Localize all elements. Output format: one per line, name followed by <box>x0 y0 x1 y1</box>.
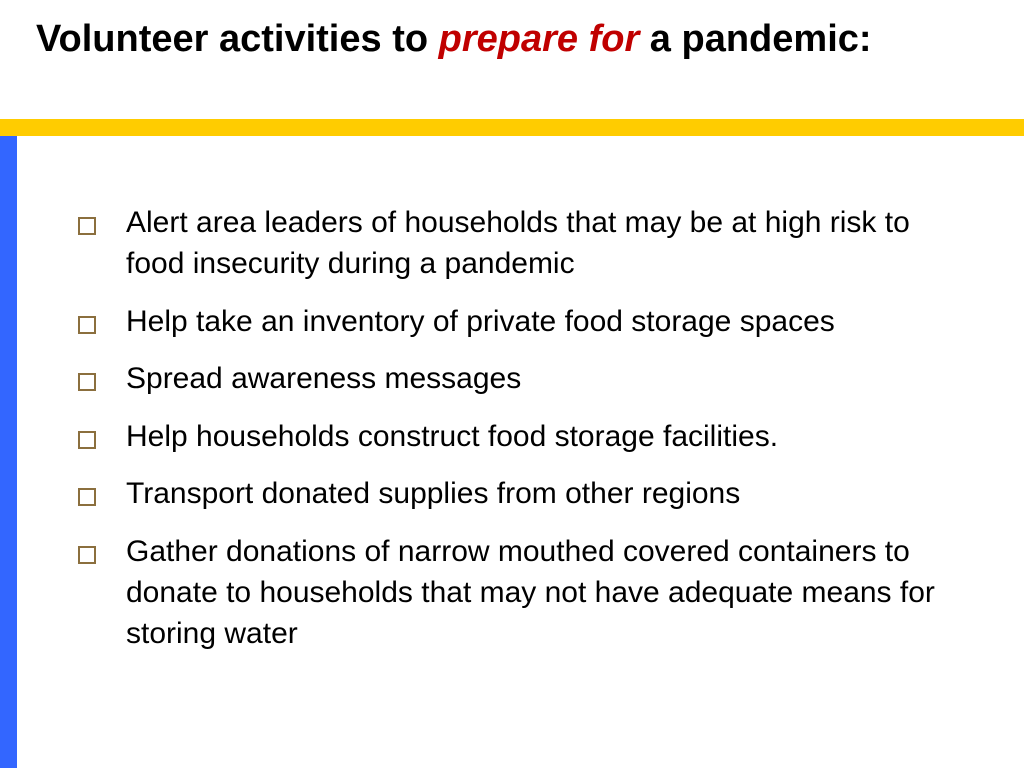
bullet-text: Alert area leaders of households that may be at high risk to food insecurity during a pandemic <box>126 206 910 280</box>
hollow-square-bullet-icon <box>78 546 96 564</box>
hollow-square-bullet-icon <box>78 217 96 235</box>
hollow-square-bullet-icon <box>78 431 96 449</box>
hollow-square-bullet-icon <box>78 316 96 334</box>
title-text: Volunteer activities to <box>36 18 439 60</box>
bullet-text: Transport donated supplies from other regions <box>126 477 741 510</box>
title-text-end: a pandemic: <box>639 18 872 60</box>
hollow-square-bullet-icon <box>78 373 96 391</box>
bullet-text: Gather donations of narrow mouthed covered containers to donate to households that may not have adequate means for storing water <box>126 535 935 650</box>
bullet-text: Help take an inventory of private food storage spaces <box>126 305 835 338</box>
title-emphasis: prepare for <box>438 18 640 60</box>
hollow-square-bullet-icon <box>78 488 96 506</box>
title-underline-bar <box>0 119 1024 136</box>
left-accent-bar <box>0 136 17 768</box>
slide-title <box>36 14 936 65</box>
bullet-text: Spread awareness messages <box>126 362 522 395</box>
bullet-text: Help households construct food storage facilities. <box>126 420 779 453</box>
